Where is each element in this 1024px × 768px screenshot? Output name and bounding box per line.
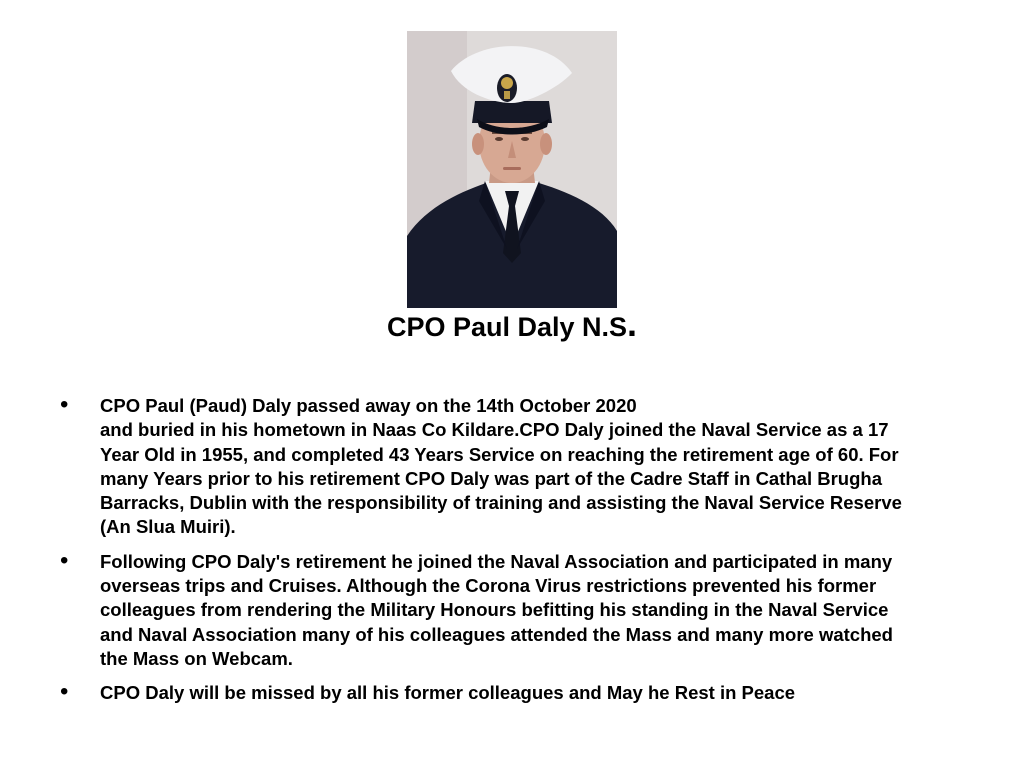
bullet-text: Following CPO Daly's retirement he joined the Naval Association and participated in many overseas trips and Cruises. Although the Corona Virus restrictions prevented his former colleagues from rendering the Military Honours befitting his standing in the Naval Service and Naval Association many of his colleagues attended the Mass and many more watched the Mass on Webcam. [100, 550, 893, 669]
bullet-icon: • [60, 678, 69, 706]
bullet-text: CPO Paul (Paud) Daly passed away on the 14th October 2020 and buried in his hometown in Naas Co Kildare.CPO Daly joined the Naval Service as a 17 Year Old in 1955, and completed 43 Years Service on reaching the retirement age of 60. For many Years prior to his retirement CPO Daly was part of the Cadre Staff in Cathal Brugha Barracks, Dublin with the responsibility of training and assisting the Naval Service Reserve (An Slua Muiri). [100, 395, 902, 538]
list-item [60, 546, 960, 671]
bullet-icon: • [60, 546, 69, 574]
list-item [60, 678, 960, 706]
page-title [0, 303, 1024, 344]
bullet-list [60, 391, 960, 716]
portrait-photo [407, 31, 617, 308]
bullet-icon: • [60, 391, 69, 418]
title-trailing-dot: . [627, 303, 638, 344]
portrait-illustration [407, 31, 617, 308]
bullet-text: CPO Daly will be missed by all his former colleagues and May he Rest in Peace [100, 682, 796, 704]
title-text: CPO Paul Daly N.S [386, 312, 628, 342]
list-item [60, 391, 960, 540]
